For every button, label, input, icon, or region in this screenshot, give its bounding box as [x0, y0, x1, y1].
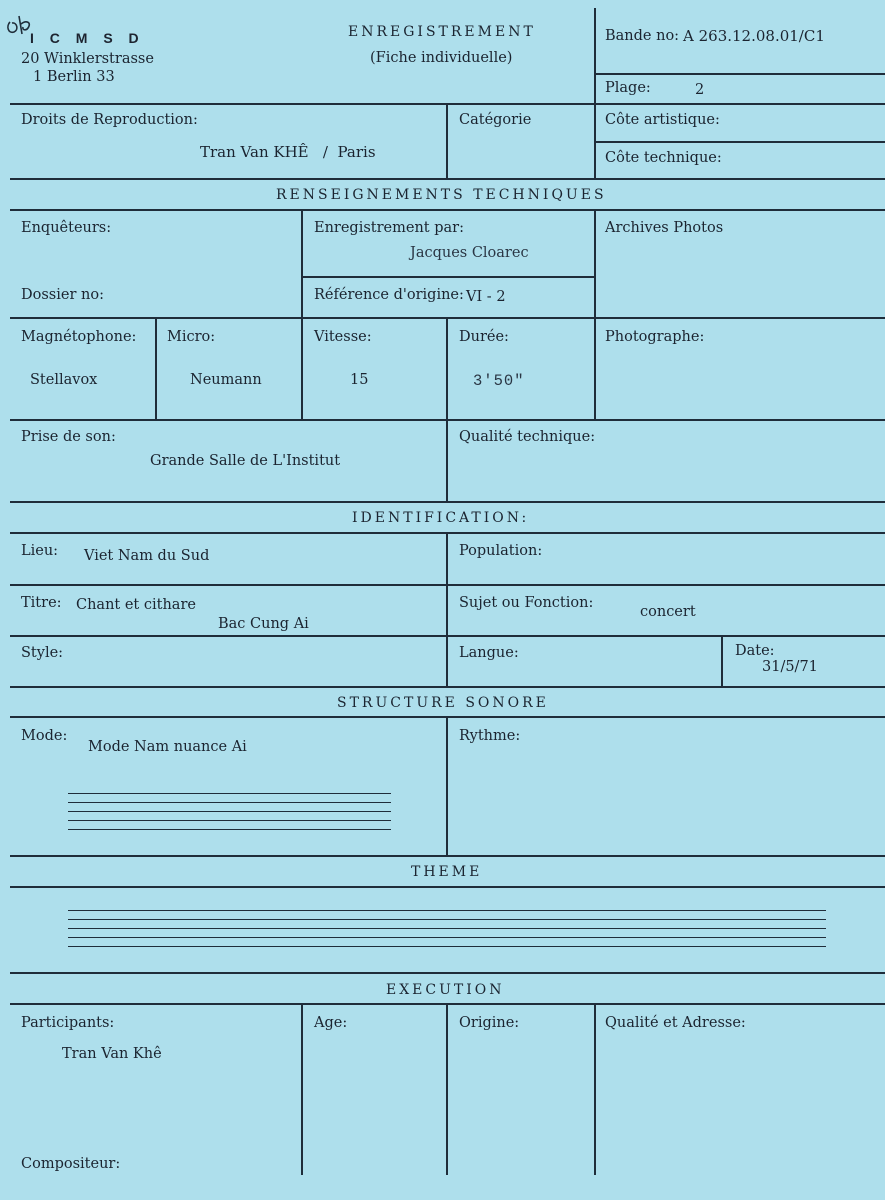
rythme-label: Rythme: — [459, 728, 521, 744]
origine-label: Origine: — [459, 1015, 520, 1031]
prise-de-son-value: Grande Salle de L'Institut — [150, 453, 341, 469]
lieu-value: Viet Nam du Sud — [84, 548, 210, 564]
participants-label: Participants: — [21, 1015, 115, 1031]
vitesse-label: Vitesse: — [314, 329, 372, 345]
enqueteurs-label: Enquêteurs: — [21, 220, 112, 236]
form-subtitle: (Fiche individuelle) — [370, 50, 513, 66]
cote-artistique-label: Côte artistique: — [605, 112, 720, 128]
langue-label: Langue: — [459, 645, 519, 661]
cote-technique-label: Côte technique: — [605, 150, 722, 166]
section-title-structure: STRUCTURE SONORE — [337, 695, 549, 711]
plage-value: 2 — [695, 82, 705, 98]
date-value: 31/5/71 — [762, 659, 818, 675]
section-title-execution: EXECUTION — [386, 982, 505, 998]
mode-label: Mode: — [21, 728, 68, 744]
duree-label: Durée: — [459, 329, 509, 345]
magnetophone-value: Stellavox — [30, 372, 98, 388]
mode-value: Mode Nam nuance Ai — [88, 739, 247, 755]
categorie-label: Catégorie — [459, 112, 532, 128]
qualite-technique-label: Qualité technique: — [459, 429, 596, 445]
compositeur-label: Compositeur: — [21, 1156, 121, 1172]
reference-value: VI - 2 — [466, 289, 506, 305]
section-title-theme: THEME — [411, 864, 483, 880]
participants-value: Tran Van Khê — [62, 1046, 162, 1062]
duree-value: 3'50" — [473, 372, 525, 390]
titre-value-1: Chant et cithare — [76, 597, 196, 613]
titre-label: Titre: — [21, 595, 62, 611]
section-title-technique: RENSEIGNEMENTS TECHNIQUES — [276, 187, 607, 203]
photographe-label: Photographe: — [605, 329, 705, 345]
sujet-value: concert — [640, 604, 696, 620]
sujet-label: Sujet ou Fonction: — [459, 595, 594, 611]
vitesse-value: 15 — [350, 372, 369, 388]
plage-label: Plage: — [605, 80, 651, 96]
enregistrement-par-label: Enregistrement par: — [314, 220, 464, 236]
address-line-2: 1 Berlin 33 — [33, 69, 115, 85]
address-line-1: 20 Winklerstrasse — [21, 51, 154, 67]
institute-logo: I C M S D — [30, 30, 145, 46]
droits-label: Droits de Reproduction: — [21, 112, 198, 128]
titre-value-2: Bac Cung Ai — [218, 616, 309, 632]
bande-value: A 263.12.08.01/C1 — [683, 27, 825, 45]
dossier-label: Dossier no: — [21, 287, 104, 303]
age-label: Age: — [314, 1015, 348, 1031]
micro-value: Neumann — [190, 372, 262, 388]
micro-label: Micro: — [167, 329, 216, 345]
form-title: ENREGISTREMENT — [348, 24, 536, 40]
enregistrement-par-value: Jacques Cloarec — [410, 245, 529, 261]
magnetophone-label: Magnétophone: — [21, 329, 137, 345]
bande-label: Bande no: — [605, 28, 680, 44]
archives-photos-label: Archives Photos — [605, 220, 724, 236]
style-label: Style: — [21, 645, 64, 661]
droits-value: Tran Van KHÊ / Paris — [200, 143, 376, 161]
reference-label: Référence d'origine: — [314, 287, 464, 303]
section-title-identification: IDENTIFICATION: — [352, 510, 530, 526]
population-label: Population: — [459, 543, 543, 559]
qualite-adresse-label: Qualité et Adresse: — [605, 1015, 746, 1031]
date-label: Date: — [735, 643, 775, 659]
lieu-label: Lieu: — [21, 543, 59, 559]
prise-de-son-label: Prise de son: — [21, 429, 116, 445]
